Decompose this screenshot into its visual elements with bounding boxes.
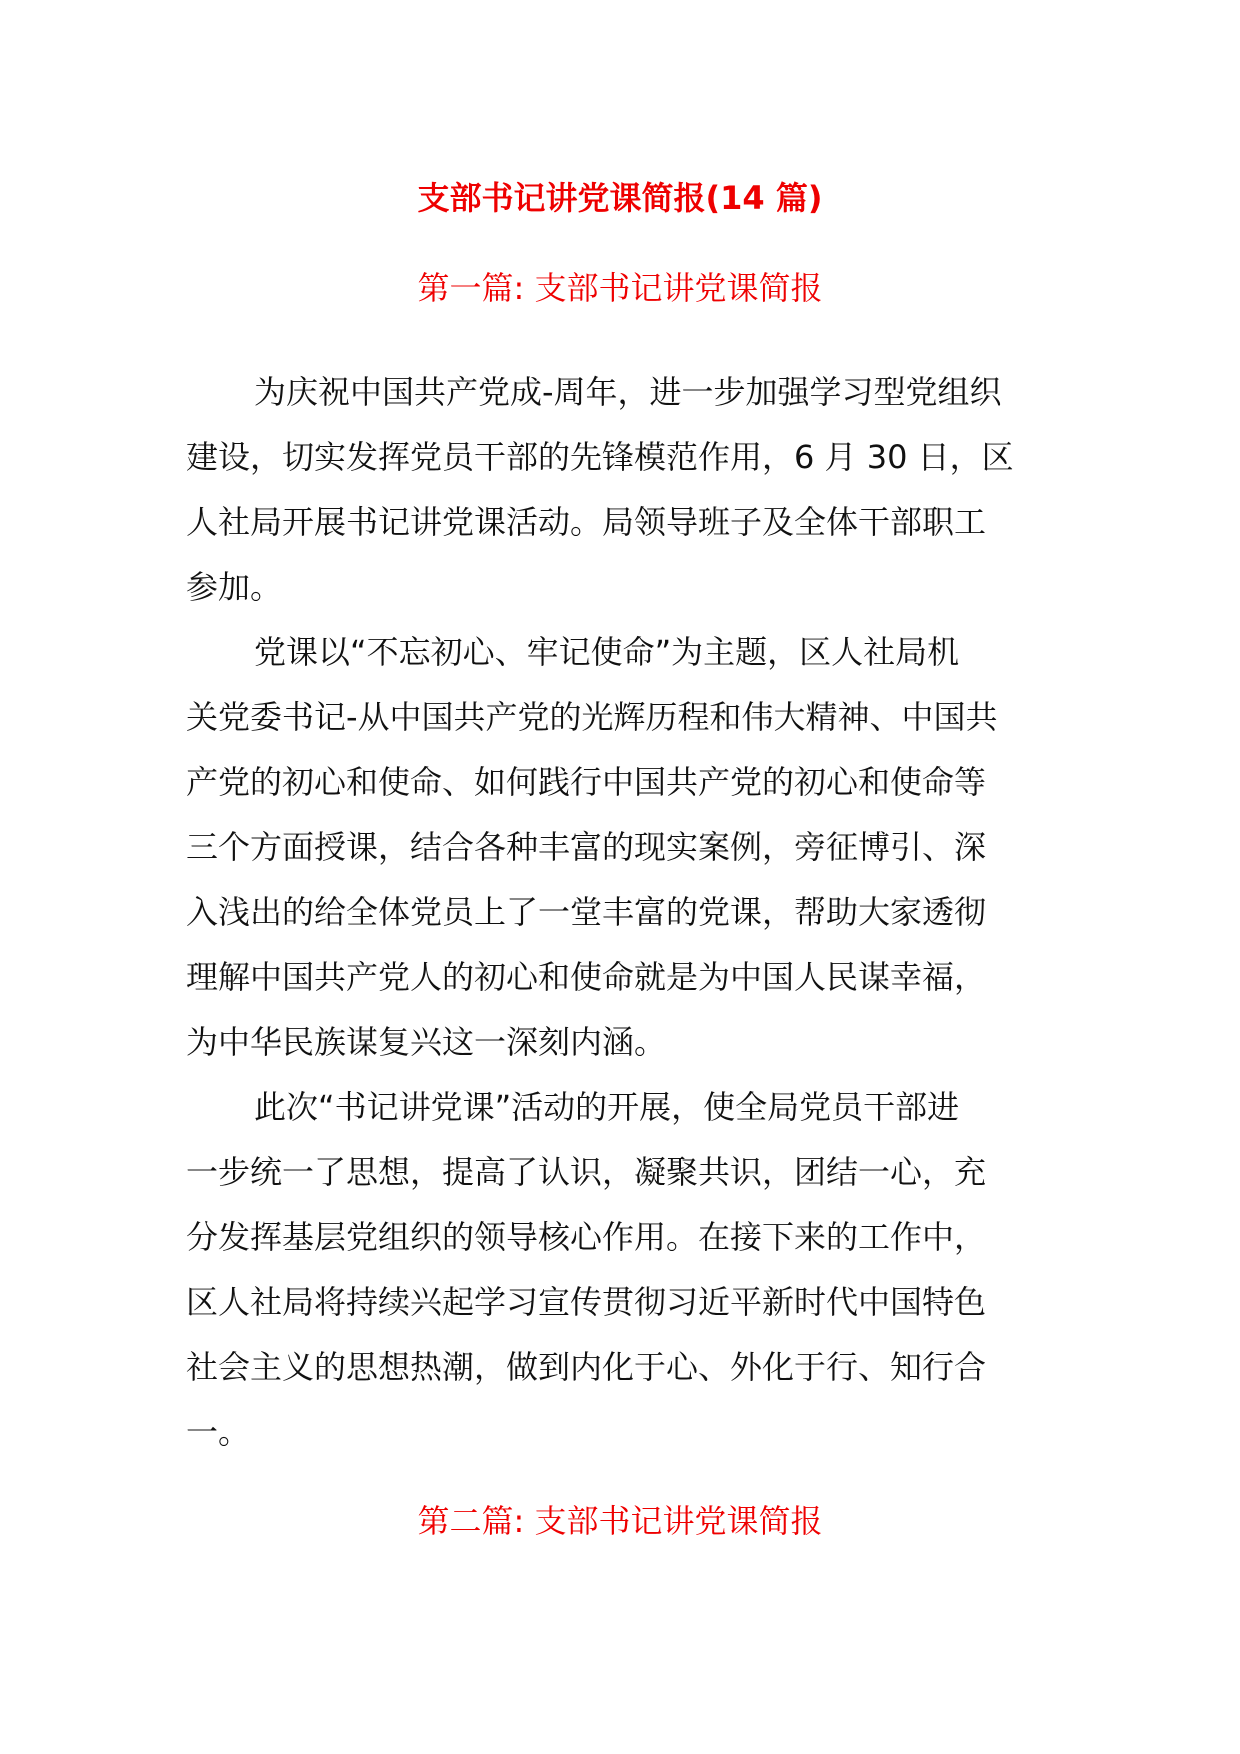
paragraph-line: 一步统一了思想，提高了认识，凝聚共识，团结一心，充	[186, 1153, 987, 1191]
section-heading-1: 第一篇: 支部书记讲党课简报	[417, 269, 823, 307]
paragraph-line: 参加。	[186, 568, 283, 606]
paragraph-line: 产党的初心和使命、如何践行中国共产党的初心和使命等	[186, 763, 987, 801]
section-1-body	[186, 360, 1046, 1465]
paragraph-line: 三个方面授课，结合各种丰富的现实案例，旁征博引、深	[186, 828, 987, 866]
paragraph-line: 党课以“不忘初心、牢记使命”为主题，区人社局机	[254, 633, 960, 671]
paragraph-2	[186, 620, 1046, 1075]
paragraph-line: 为中华民族谋复兴这一深刻内涵。	[186, 1023, 667, 1061]
paragraph-line: 关党委书记-从中国共产党的光辉历程和伟大精神、中国共	[186, 698, 998, 736]
paragraph-line: 社会主义的思想热潮，做到内化于心、外化于行、知行合	[186, 1348, 987, 1386]
document-title: 支部书记讲党课简报(14 篇)	[417, 179, 823, 217]
paragraph-line: 建设，切实发挥党员干部的先锋模范作用，6 月 30 日，区	[186, 438, 1014, 476]
paragraph-3	[186, 1075, 1046, 1465]
paragraph-line: 理解中国共产党人的初心和使命就是为中国人民谋幸福，	[186, 958, 987, 996]
paragraph-line: 分发挥基层党组织的领导核心作用。在接下来的工作中，	[186, 1218, 987, 1256]
paragraph-line: 为庆祝中国共产党成-周年，进一步加强学习型党组织	[254, 373, 1002, 411]
paragraph-1	[186, 360, 1046, 620]
paragraph-line: 入浅出的给全体党员上了一堂丰富的党课，帮助大家透彻	[186, 893, 987, 931]
paragraph-line: 区人社局将持续兴起学习宣传贯彻习近平新时代中国特色	[186, 1283, 987, 1321]
paragraph-line: 人社局开展书记讲党课活动。局领导班子及全体干部职工	[186, 503, 987, 541]
paragraph-line: 此次“书记讲党课”活动的开展，使全局党员干部进	[254, 1088, 960, 1126]
section-heading-2: 第二篇: 支部书记讲党课简报	[417, 1502, 823, 1540]
paragraph-line: 一。	[186, 1413, 251, 1451]
